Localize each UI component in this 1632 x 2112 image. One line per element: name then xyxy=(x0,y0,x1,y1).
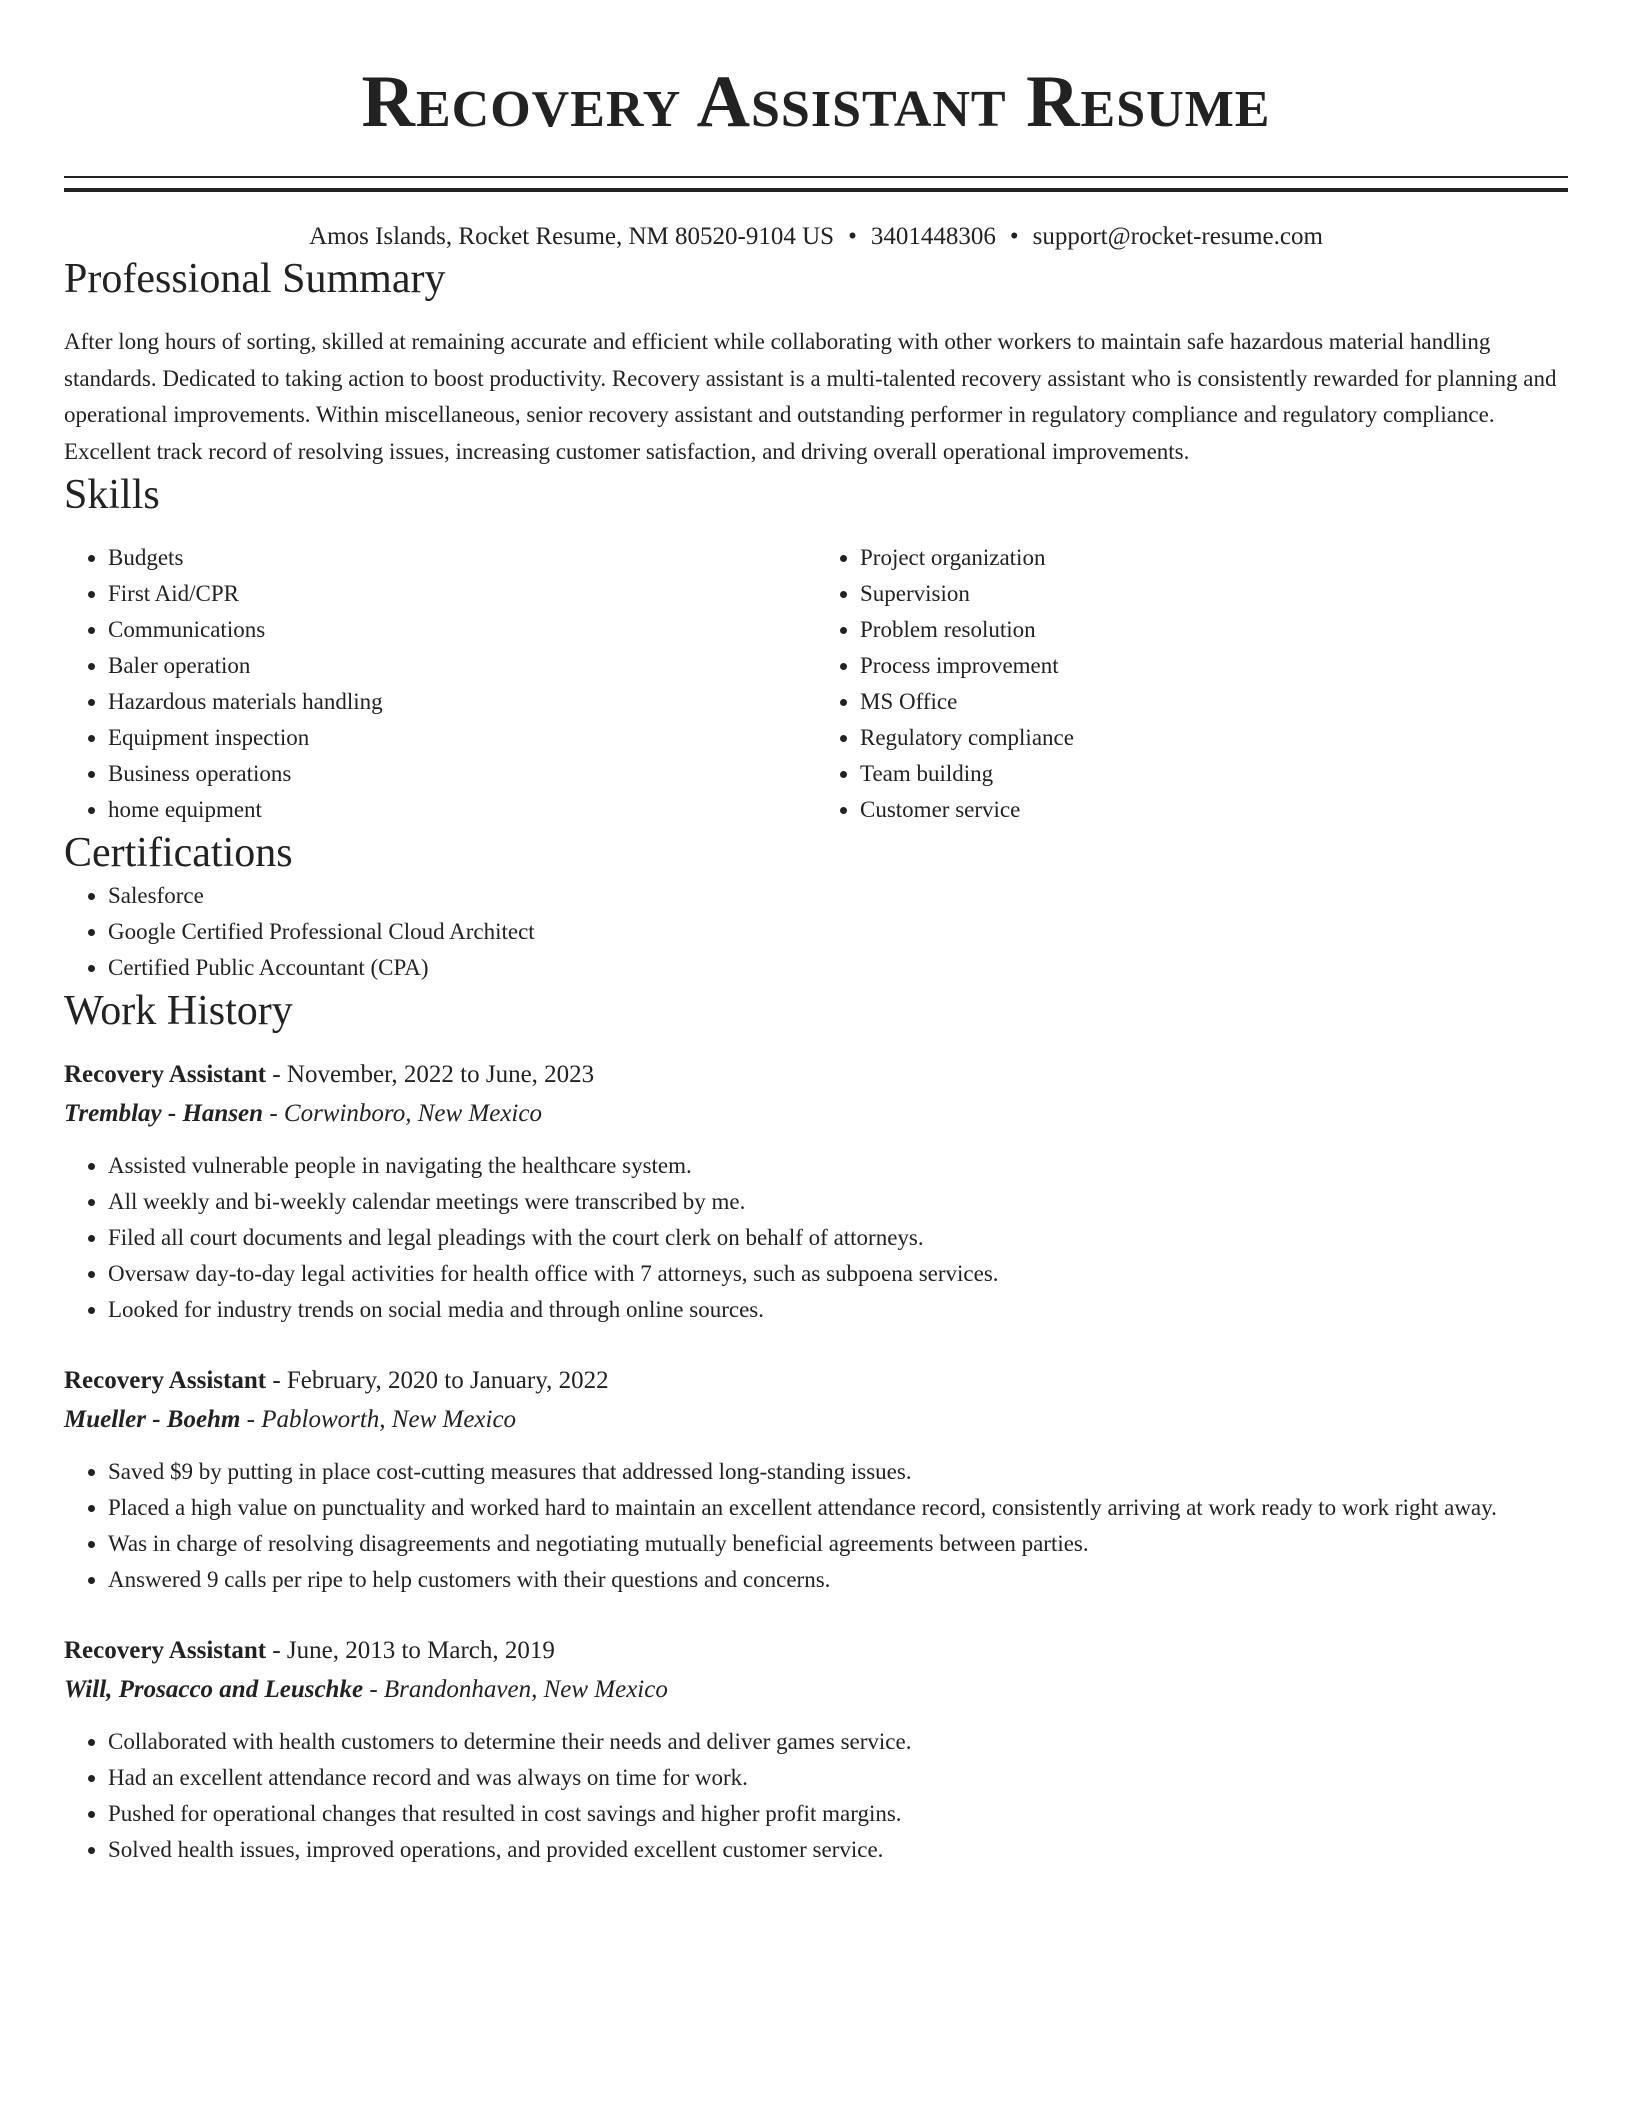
company-name: Tremblay - Hansen xyxy=(64,1100,264,1127)
job-dates: - November, 2022 to June, 2023 xyxy=(272,1061,595,1088)
certifications-list xyxy=(64,878,1568,986)
skill-item: • Team building xyxy=(860,756,1568,792)
skills-columns xyxy=(64,540,1568,828)
skill-item: • Problem resolution xyxy=(860,612,1568,648)
company-name: Will, Prosacco and Leuschke xyxy=(64,1676,364,1703)
job-duties xyxy=(64,1454,1568,1598)
summary-heading: Professional Summary xyxy=(64,256,446,302)
certification-item: • Certified Public Accountant (CPA) xyxy=(108,950,1568,986)
job-duties xyxy=(64,1724,1568,1868)
skill-item: • Equipment inspection xyxy=(108,720,816,756)
company-line xyxy=(64,1400,1568,1440)
job-duty: • Filed all court documents and legal pleadings with the court clerk on behalf of attorneys. xyxy=(108,1220,1568,1256)
contact-email: support@rocket-resume.com xyxy=(1032,223,1323,250)
skill-item: • MS Office xyxy=(860,684,1568,720)
skill-item: • home equipment xyxy=(108,792,816,828)
job-entry xyxy=(64,1632,1568,1868)
skill-item: • Supervision xyxy=(860,576,1568,612)
work-history-heading: Work History xyxy=(64,988,293,1034)
header-divider xyxy=(64,176,1568,192)
job-title-line xyxy=(64,1632,1568,1670)
job-entry xyxy=(64,1362,1568,1598)
job-duty: • Saved $9 by putting in place cost-cutting measures that addressed long-standing issues. xyxy=(108,1454,1568,1490)
skills-list-left xyxy=(64,540,816,828)
skill-item: • First Aid/CPR xyxy=(108,576,816,612)
skill-item: • Project organization xyxy=(860,540,1568,576)
contact-address: Amos Islands, Rocket Resume, NM 80520-9104 US xyxy=(309,223,835,250)
contact-line xyxy=(64,220,1568,254)
contact-phone: 3401448306 xyxy=(870,223,996,250)
skill-item: • Budgets xyxy=(108,540,816,576)
job-title: Recovery Assistant xyxy=(64,1061,267,1088)
job-duties xyxy=(64,1148,1568,1328)
contact-separator: • xyxy=(848,223,857,250)
company-location: - Pabloworth, New Mexico xyxy=(246,1406,517,1433)
company-line xyxy=(64,1670,1568,1710)
skill-item: • Regulatory compliance xyxy=(860,720,1568,756)
job-title-line xyxy=(64,1362,1568,1400)
job-duty: • Placed a high value on punctuality and worked hard to maintain an excellent attendance record, consistently arriving at work ready to work right away. xyxy=(108,1490,1568,1526)
company-line xyxy=(64,1094,1568,1134)
contact-separator: • xyxy=(1009,223,1019,250)
certification-item: • Google Certified Professional Cloud Architect xyxy=(108,914,1568,950)
job-title: Recovery Assistant xyxy=(64,1637,267,1664)
job-dates: - February, 2020 to January, 2022 xyxy=(272,1367,609,1394)
job-duty: • Looked for industry trends on social media and through online sources. xyxy=(108,1292,1568,1328)
job-duty: • Solved health issues, improved operations, and provided excellent customer service. xyxy=(108,1832,1568,1868)
skill-item: • Baler operation xyxy=(108,648,816,684)
certification-item: • Salesforce xyxy=(108,878,1568,914)
job-title: Recovery Assistant xyxy=(64,1367,267,1394)
company-name: Mueller - Boehm xyxy=(64,1406,241,1433)
job-duty: • All weekly and bi-weekly calendar meetings were transcribed by me. xyxy=(108,1184,1568,1220)
job-duty: • Had an excellent attendance record and was always on time for work. xyxy=(108,1760,1568,1796)
job-duty: • Collaborated with health customers to determine their needs and deliver games service. xyxy=(108,1724,1568,1760)
job-duty: • Oversaw day-to-day legal activities for health office with 7 attorneys, such as subpoena services. xyxy=(108,1256,1568,1292)
job-duty: • Was in charge of resolving disagreements and negotiating mutually beneficial agreements between parties. xyxy=(108,1526,1568,1562)
skill-item: • Process improvement xyxy=(860,648,1568,684)
skills-heading: Skills xyxy=(64,472,160,518)
skill-item: • Hazardous materials handling xyxy=(108,684,816,720)
company-location: - Corwinboro, New Mexico xyxy=(269,1100,542,1127)
skill-item: • Customer service xyxy=(860,792,1568,828)
job-title-line xyxy=(64,1056,1568,1094)
company-location: - Brandonhaven, New Mexico xyxy=(369,1676,668,1703)
job-duty: • Answered 9 calls per ripe to help customers with their questions and concerns. xyxy=(108,1562,1568,1598)
job-entry xyxy=(64,1056,1568,1328)
job-dates: - June, 2013 to March, 2019 xyxy=(272,1637,555,1664)
skill-item: • Business operations xyxy=(108,756,816,792)
job-duty: • Pushed for operational changes that resulted in cost savings and higher profit margins. xyxy=(108,1796,1568,1832)
certifications-heading: Certifications xyxy=(64,830,293,876)
skills-list-right xyxy=(816,540,1568,828)
job-duty: • Assisted vulnerable people in navigating the healthcare system. xyxy=(108,1148,1568,1184)
summary-text: After long hours of sorting, skilled at remaining accurate and efficient while collaborating with other workers to maintain safe hazardous material handling standards. Dedicated to taking action to boost productivity. Recovery assistant is a multi-talented recovery assistant who is consistently rewarded for planning and operational improvements. Within miscellaneous, senior recovery assistant and outstanding performer in regulatory compliance and regulatory compliance. Excellent track record of resolving issues, increasing customer satisfaction, and driving overall operational improvements. xyxy=(64,329,1557,464)
skill-item: • Communications xyxy=(108,612,816,648)
resume-title: Recovery Assistant Resume xyxy=(361,61,1271,143)
